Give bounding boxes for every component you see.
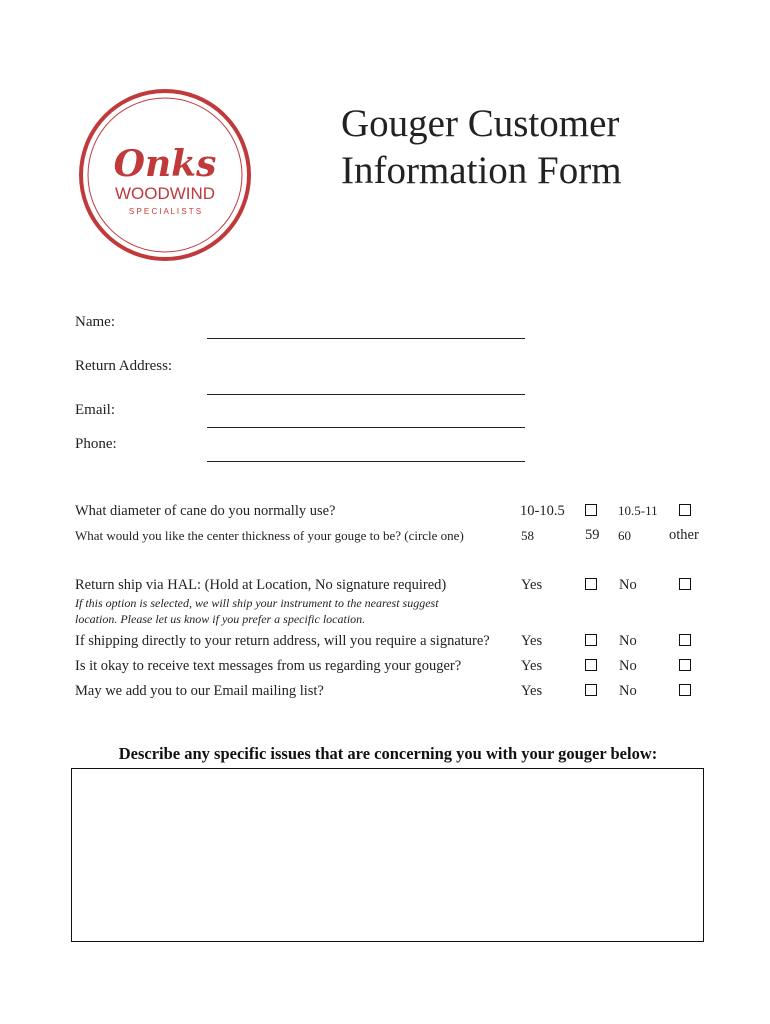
hal-question: Return ship via HAL: (Hold at Location, No signature required) [75, 577, 447, 593]
name-label: Name: [75, 314, 115, 330]
signature-question: If shipping directly to your return address, will you require a signature? [75, 633, 490, 649]
title-line-2: Information Form [341, 149, 622, 192]
thickness-option-60[interactable]: 60 [618, 528, 631, 543]
hal-yes-label: Yes [521, 577, 543, 593]
title-line-1: Gouger Customer [341, 102, 620, 145]
text-messages-yes-label: Yes [521, 658, 543, 674]
phone-label: Phone: [75, 436, 117, 452]
logo-sub-text: S P E C I A L I S T S [128, 207, 202, 216]
text-messages-yes-checkbox[interactable] [585, 659, 597, 671]
issues-textarea[interactable] [71, 768, 704, 942]
hal-no-label: No [619, 577, 637, 593]
mailing-list-no-label: No [619, 683, 637, 699]
onks-woodwind-logo [78, 88, 252, 262]
logo-script-text: Onks [113, 143, 217, 185]
mailing-list-no-checkbox[interactable] [679, 684, 691, 696]
name-field[interactable] [207, 338, 525, 339]
thickness-option-other[interactable]: other [669, 527, 699, 543]
email-label: Email: [75, 402, 115, 418]
mailing-list-yes-checkbox[interactable] [585, 684, 597, 696]
text-messages-question: Is it okay to receive text messages from us regarding your gouger? [75, 658, 462, 674]
phone-field[interactable] [207, 461, 525, 462]
cane-option-2-checkbox[interactable] [679, 504, 691, 516]
thickness-option-59[interactable]: 59 [585, 527, 600, 543]
thickness-option-58[interactable]: 58 [521, 528, 534, 543]
signature-yes-label: Yes [521, 633, 543, 649]
mailing-list-question: May we add you to our Email mailing list? [75, 683, 324, 699]
hal-note-line-2: location. Please let us know if you prefer a specific location. [75, 612, 366, 626]
logo-main-text: WOODWIND [114, 184, 216, 203]
return-address-field[interactable] [207, 394, 525, 395]
hal-yes-checkbox[interactable] [585, 578, 597, 590]
signature-yes-checkbox[interactable] [585, 634, 597, 646]
text-messages-no-label: No [619, 658, 637, 674]
mailing-list-yes-label: Yes [521, 683, 543, 699]
cane-option-1-label: 10-10.5 [520, 503, 565, 519]
cane-option-2-label: 10.5-11 [618, 503, 658, 518]
hal-no-checkbox[interactable] [679, 578, 691, 590]
email-field[interactable] [207, 427, 525, 428]
hal-note-line-1: If this option is selected, we will ship your instrument to the nearest suggest [75, 596, 439, 610]
page-title [341, 100, 622, 194]
thickness-question: What would you like the center thickness of your gouge to be? (circle one) [75, 528, 464, 543]
cane-option-1-checkbox[interactable] [585, 504, 597, 516]
issues-heading: Describe any specific issues that are concerning you with your gouger below: [118, 744, 658, 763]
signature-no-label: No [619, 633, 637, 649]
signature-no-checkbox[interactable] [679, 634, 691, 646]
cane-diameter-question: What diameter of cane do you normally use? [75, 503, 336, 519]
return-address-label: Return Address: [75, 358, 173, 374]
text-messages-no-checkbox[interactable] [679, 659, 691, 671]
